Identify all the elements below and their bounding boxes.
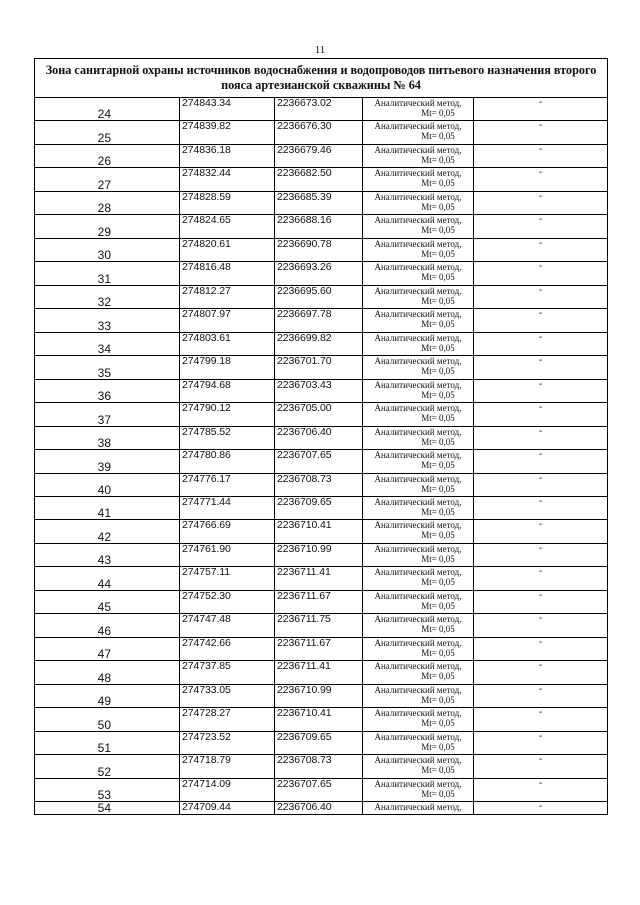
method-accuracy: Mt= 0,05 <box>421 553 455 564</box>
point-number: 44 <box>35 567 180 590</box>
x-coordinate: 274836.18 <box>180 144 275 167</box>
method-label: Аналитический метод, <box>374 637 462 648</box>
method-label: Аналитический метод, <box>374 802 462 813</box>
dash-mark: - <box>474 144 608 167</box>
method-accuracy: Mt= 0,05 <box>421 108 455 118</box>
method-cell <box>363 262 474 285</box>
table-row <box>35 356 608 379</box>
method-cell <box>363 309 474 332</box>
point-number: 43 <box>35 543 180 566</box>
y-coordinate: 2236682.50 <box>275 168 363 191</box>
dash-mark: - <box>474 356 608 379</box>
method-label: Аналитический метод, <box>374 262 462 273</box>
method-label: Аналитический метод, <box>374 473 462 484</box>
table-row <box>35 191 608 214</box>
x-coordinate: 274761.90 <box>180 543 275 566</box>
point-number: 28 <box>35 191 180 214</box>
x-coordinate: 274752.30 <box>180 590 275 613</box>
method-cell <box>363 168 474 191</box>
method-accuracy: Mt= 0,05 <box>421 647 455 658</box>
dash-mark: - <box>474 590 608 613</box>
y-coordinate: 2236690.78 <box>275 238 363 261</box>
method-accuracy: Mt= 0,05 <box>421 788 455 799</box>
point-number: 48 <box>35 661 180 684</box>
method-label: Аналитический метод, <box>374 731 462 742</box>
method-cell <box>363 98 474 121</box>
method-cell <box>363 121 474 144</box>
method-label: Аналитический метод, <box>374 778 462 789</box>
x-coordinate: 274728.27 <box>180 708 275 731</box>
y-coordinate: 2236699.82 <box>275 332 363 355</box>
y-coordinate: 2236711.41 <box>275 661 363 684</box>
x-coordinate: 274812.27 <box>180 285 275 308</box>
table-row <box>35 802 608 815</box>
method-accuracy: Mt= 0,05 <box>421 178 455 189</box>
point-number: 47 <box>35 637 180 660</box>
x-coordinate: 274824.65 <box>180 215 275 238</box>
table-row <box>35 661 608 684</box>
point-number: 53 <box>35 778 180 801</box>
method-label: Аналитический метод, <box>374 450 462 461</box>
method-label: Аналитический метод, <box>374 520 462 531</box>
method-cell <box>363 496 474 519</box>
dash-mark: - <box>474 614 608 637</box>
table-body <box>35 98 608 815</box>
table-row <box>35 473 608 496</box>
table-row <box>35 98 608 121</box>
x-coordinate: 274785.52 <box>180 426 275 449</box>
dash-mark: - <box>474 262 608 285</box>
table-row <box>35 520 608 543</box>
dash-mark: - <box>474 403 608 426</box>
method-accuracy: Mt= 0,05 <box>421 694 455 705</box>
table-row <box>35 379 608 402</box>
table-title: Зона санитарной охраны источников водоснабжения и водопроводов питьевого назначения второго пояса артезианской скважины № 64 <box>35 59 608 98</box>
method-accuracy: Mt= 0,05 <box>421 154 455 165</box>
table-row <box>35 637 608 660</box>
table-row <box>35 590 608 613</box>
point-number: 37 <box>35 403 180 426</box>
method-cell <box>363 543 474 566</box>
method-label: Аналитический метод, <box>374 191 462 202</box>
dash-mark: - <box>474 215 608 238</box>
point-number: 51 <box>35 731 180 754</box>
method-label: Аналитический метод, <box>374 543 462 554</box>
method-label: Аналитический метод, <box>374 684 462 695</box>
point-number: 24 <box>35 98 180 121</box>
table-row <box>35 614 608 637</box>
point-number: 54 <box>35 802 180 815</box>
y-coordinate: 2236710.41 <box>275 520 363 543</box>
dash-mark: - <box>474 567 608 590</box>
point-number: 27 <box>35 168 180 191</box>
point-number: 50 <box>35 708 180 731</box>
y-coordinate: 2236703.43 <box>275 379 363 402</box>
y-coordinate: 2236676.30 <box>275 121 363 144</box>
dash-mark: - <box>474 496 608 519</box>
method-cell <box>363 802 474 815</box>
table-row <box>35 121 608 144</box>
y-coordinate: 2236705.00 <box>275 403 363 426</box>
method-cell <box>363 379 474 402</box>
method-cell <box>363 332 474 355</box>
method-cell <box>363 356 474 379</box>
y-coordinate: 2236710.99 <box>275 684 363 707</box>
x-coordinate: 274771.44 <box>180 496 275 519</box>
method-label: Аналитический метод, <box>374 121 462 132</box>
method-cell <box>363 285 474 308</box>
table-row <box>35 543 608 566</box>
method-cell <box>363 191 474 214</box>
point-number: 52 <box>35 755 180 778</box>
method-label: Аналитический метод, <box>374 496 462 507</box>
method-cell <box>363 238 474 261</box>
y-coordinate: 2236688.16 <box>275 215 363 238</box>
x-coordinate: 274742.66 <box>180 637 275 660</box>
method-cell <box>363 567 474 590</box>
table-row <box>35 708 608 731</box>
method-accuracy: Mt= 0,05 <box>421 248 455 259</box>
y-coordinate: 2236709.65 <box>275 496 363 519</box>
y-coordinate: 2236706.40 <box>275 426 363 449</box>
y-coordinate: 2236695.60 <box>275 285 363 308</box>
y-coordinate: 2236679.46 <box>275 144 363 167</box>
method-cell <box>363 614 474 637</box>
method-label: Аналитический метод, <box>374 426 462 437</box>
dash-mark: - <box>474 731 608 754</box>
y-coordinate: 2236711.67 <box>275 590 363 613</box>
method-cell <box>363 520 474 543</box>
y-coordinate: 2236707.65 <box>275 778 363 801</box>
method-accuracy: Mt= 0,05 <box>421 506 455 517</box>
y-coordinate: 2236706.40 <box>275 802 363 815</box>
point-number: 39 <box>35 450 180 473</box>
method-accuracy: Mt= 0,05 <box>421 718 455 729</box>
point-number: 46 <box>35 614 180 637</box>
method-label: Аналитический метод, <box>374 661 462 672</box>
x-coordinate: 274733.05 <box>180 684 275 707</box>
dash-mark: - <box>474 802 608 815</box>
x-coordinate: 274709.44 <box>180 802 275 815</box>
dash-mark: - <box>474 778 608 801</box>
method-cell <box>363 661 474 684</box>
method-cell <box>363 731 474 754</box>
method-accuracy: Mt= 0,05 <box>421 600 455 611</box>
table-row <box>35 168 608 191</box>
table-row <box>35 778 608 801</box>
x-coordinate: 274794.68 <box>180 379 275 402</box>
page-number: 11 <box>314 44 326 56</box>
y-coordinate: 2236710.99 <box>275 543 363 566</box>
table-row <box>35 496 608 519</box>
method-cell <box>363 755 474 778</box>
table-row <box>35 309 608 332</box>
method-label: Аналитический метод, <box>374 614 462 625</box>
x-coordinate: 274832.44 <box>180 168 275 191</box>
method-cell <box>363 215 474 238</box>
method-label: Аналитический метод, <box>374 590 462 601</box>
method-accuracy: Mt= 0,05 <box>421 741 455 752</box>
point-number: 35 <box>35 356 180 379</box>
method-label: Аналитический метод, <box>374 144 462 155</box>
y-coordinate: 2236709.65 <box>275 731 363 754</box>
method-accuracy: Mt= 0,05 <box>421 342 455 353</box>
method-label: Аналитический метод, <box>374 215 462 226</box>
method-accuracy: Mt= 0,05 <box>421 413 455 424</box>
method-cell <box>363 684 474 707</box>
point-number: 32 <box>35 285 180 308</box>
method-accuracy: Mt= 0,05 <box>421 530 455 541</box>
dash-mark: - <box>474 520 608 543</box>
x-coordinate: 274799.18 <box>180 356 275 379</box>
x-coordinate: 274807.97 <box>180 309 275 332</box>
table-row <box>35 215 608 238</box>
method-accuracy: Mt= 0,05 <box>421 671 455 682</box>
method-cell <box>363 778 474 801</box>
x-coordinate: 274766.69 <box>180 520 275 543</box>
dash-mark: - <box>474 543 608 566</box>
method-label: Аналитический метод, <box>374 356 462 367</box>
point-number: 42 <box>35 520 180 543</box>
table-row <box>35 731 608 754</box>
table-row <box>35 262 608 285</box>
coordinates-table <box>34 58 608 815</box>
dash-mark: - <box>474 637 608 660</box>
dash-mark: - <box>474 473 608 496</box>
method-accuracy: Mt= 0,05 <box>421 319 455 330</box>
x-coordinate: 274780.86 <box>180 450 275 473</box>
x-coordinate: 274747.48 <box>180 614 275 637</box>
table-row <box>35 755 608 778</box>
method-cell <box>363 403 474 426</box>
table-row <box>35 426 608 449</box>
method-accuracy: Mt= 0,05 <box>421 624 455 635</box>
x-coordinate: 274737.85 <box>180 661 275 684</box>
method-cell <box>363 637 474 660</box>
method-label: Аналитический метод, <box>374 238 462 249</box>
y-coordinate: 2236710.41 <box>275 708 363 731</box>
method-cell <box>363 144 474 167</box>
point-number: 38 <box>35 426 180 449</box>
y-coordinate: 2236693.26 <box>275 262 363 285</box>
x-coordinate: 274839.82 <box>180 121 275 144</box>
method-accuracy: Mt= 0,05 <box>421 201 455 212</box>
point-number: 31 <box>35 262 180 285</box>
x-coordinate: 274803.61 <box>180 332 275 355</box>
y-coordinate: 2236711.75 <box>275 614 363 637</box>
method-label: Аналитический метод, <box>374 168 462 179</box>
dash-mark: - <box>474 684 608 707</box>
method-accuracy: Mt= 0,05 <box>421 577 455 588</box>
dash-mark: - <box>474 285 608 308</box>
method-label: Аналитический метод, <box>374 332 462 343</box>
dash-mark: - <box>474 708 608 731</box>
method-accuracy: Mt= 0,05 <box>421 295 455 306</box>
method-accuracy: Mt= 0,05 <box>421 460 455 471</box>
y-coordinate: 2236707.65 <box>275 450 363 473</box>
point-number: 49 <box>35 684 180 707</box>
method-label: Аналитический метод, <box>374 403 462 414</box>
y-coordinate: 2236701.70 <box>275 356 363 379</box>
x-coordinate: 274718.79 <box>180 755 275 778</box>
dash-mark: - <box>474 426 608 449</box>
method-cell <box>363 590 474 613</box>
y-coordinate: 2236697.78 <box>275 309 363 332</box>
point-number: 41 <box>35 496 180 519</box>
table-row <box>35 450 608 473</box>
dash-mark: - <box>474 661 608 684</box>
dash-mark: - <box>474 238 608 261</box>
method-cell <box>363 426 474 449</box>
method-cell <box>363 473 474 496</box>
dash-mark: - <box>474 379 608 402</box>
table-row <box>35 684 608 707</box>
dash-mark: - <box>474 450 608 473</box>
method-label: Аналитический метод, <box>374 708 462 719</box>
table-row <box>35 238 608 261</box>
x-coordinate: 274776.17 <box>180 473 275 496</box>
method-label: Аналитический метод, <box>374 567 462 578</box>
dash-mark: - <box>474 309 608 332</box>
point-number: 30 <box>35 238 180 261</box>
method-accuracy: Mt= 0,05 <box>421 389 455 400</box>
table-row <box>35 285 608 308</box>
point-number: 29 <box>35 215 180 238</box>
method-accuracy: Mt= 0,05 <box>421 483 455 494</box>
point-number: 25 <box>35 121 180 144</box>
x-coordinate: 274843.34 <box>180 98 275 121</box>
dash-mark: - <box>474 191 608 214</box>
table-row <box>35 332 608 355</box>
method-cell <box>363 450 474 473</box>
dash-mark: - <box>474 98 608 121</box>
method-accuracy: Mt= 0,05 <box>421 765 455 776</box>
method-label: Аналитический метод, <box>374 309 462 320</box>
method-label: Аналитический метод, <box>374 285 462 296</box>
method-accuracy: Mt= 0,05 <box>421 366 455 377</box>
y-coordinate: 2236685.39 <box>275 191 363 214</box>
table-row <box>35 403 608 426</box>
y-coordinate: 2236708.73 <box>275 755 363 778</box>
method-accuracy: Mt= 0,05 <box>421 272 455 283</box>
point-number: 33 <box>35 309 180 332</box>
method-label: Аналитический метод, <box>374 755 462 766</box>
x-coordinate: 274790.12 <box>180 403 275 426</box>
y-coordinate: 2236673.02 <box>275 98 363 121</box>
method-label: Аналитический метод, <box>374 379 462 390</box>
table-row <box>35 567 608 590</box>
method-cell <box>363 708 474 731</box>
x-coordinate: 274828.59 <box>180 191 275 214</box>
point-number: 40 <box>35 473 180 496</box>
dash-mark: - <box>474 332 608 355</box>
point-number: 45 <box>35 590 180 613</box>
point-number: 26 <box>35 144 180 167</box>
y-coordinate: 2236711.67 <box>275 637 363 660</box>
y-coordinate: 2236711.41 <box>275 567 363 590</box>
x-coordinate: 274723.52 <box>180 731 275 754</box>
point-number: 34 <box>35 332 180 355</box>
y-coordinate: 2236708.73 <box>275 473 363 496</box>
table-row <box>35 144 608 167</box>
point-number: 36 <box>35 379 180 402</box>
method-accuracy: Mt= 0,05 <box>421 131 455 142</box>
x-coordinate: 274714.09 <box>180 778 275 801</box>
dash-mark: - <box>474 121 608 144</box>
dash-mark: - <box>474 168 608 191</box>
method-accuracy: Mt= 0,05 <box>421 225 455 236</box>
method-accuracy: Mt= 0,05 <box>421 436 455 447</box>
x-coordinate: 274757.11 <box>180 567 275 590</box>
x-coordinate: 274820.61 <box>180 238 275 261</box>
dash-mark: - <box>474 755 608 778</box>
x-coordinate: 274816.48 <box>180 262 275 285</box>
method-label: Аналитический метод, <box>374 98 462 108</box>
